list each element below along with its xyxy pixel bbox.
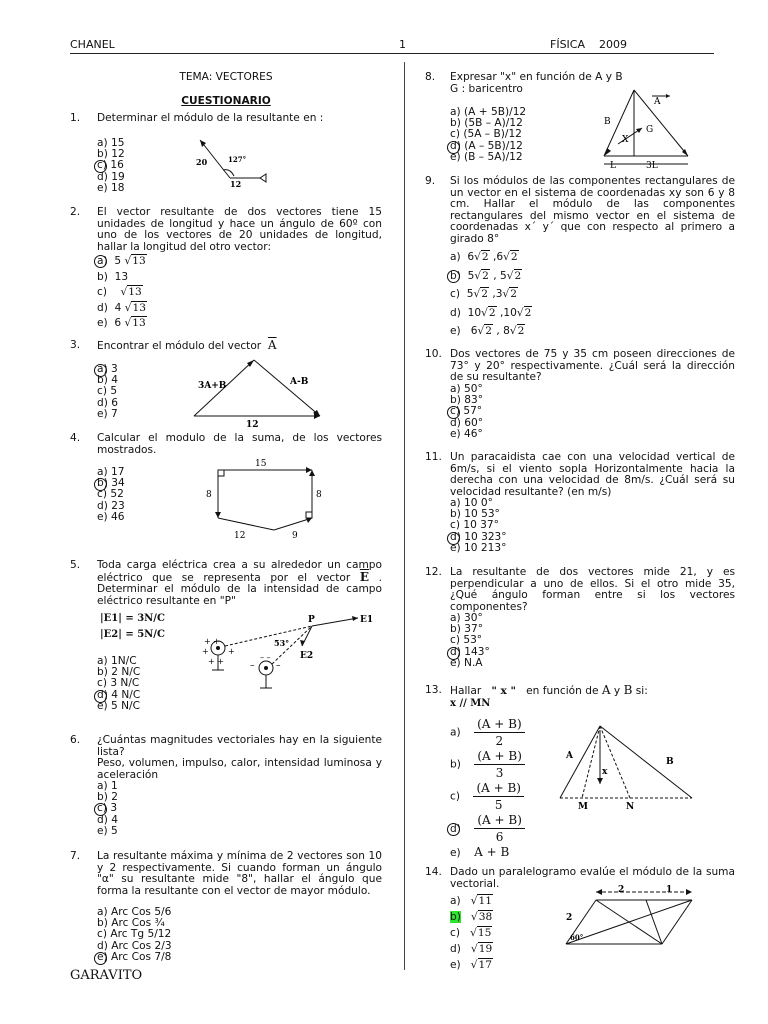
question-5-options — [97, 656, 140, 712]
header-left: CHANEL — [70, 38, 115, 51]
question-4-figure — [200, 456, 330, 546]
option[interactable]: d) 10√2 ,10√2 — [450, 306, 532, 319]
label-3a-plus-b: 3A+B — [198, 381, 227, 391]
option[interactable]: e) 46° — [450, 427, 483, 440]
label-a-minus-b: A-B — [290, 377, 309, 387]
question-4-text: Calcular el modulo de la suma, de los vectores mostrados. — [97, 432, 382, 456]
question-6-list: Peso, volumen, impulso, calor, intensidad luminosa y aceleración — [97, 757, 382, 781]
question-2-options — [97, 254, 147, 332]
option[interactable]: e) 5 N/C — [97, 699, 141, 712]
option[interactable]: b) 12 — [97, 148, 125, 161]
option[interactable]: c) $\frac{(A + B)}{5}$ — [450, 780, 525, 812]
option[interactable]: b) 2 N/C — [97, 666, 141, 679]
option[interactable]: e) 5 — [97, 824, 118, 837]
question-13-figure — [556, 720, 696, 814]
option[interactable]: a) 10 0° — [450, 497, 493, 509]
label-angle: 60° — [570, 933, 584, 942]
header-rule — [70, 53, 714, 54]
question-3-options — [97, 364, 118, 420]
svg-text:+: + — [228, 647, 235, 656]
question-4-options — [97, 467, 125, 523]
option[interactable]: b) 83° — [450, 394, 484, 407]
option-selected[interactable]: d) (A – 5B)/12 — [450, 141, 526, 152]
label-3l: 3L — [646, 161, 658, 170]
header-subject: FÍSICA — [550, 38, 586, 51]
option[interactable]: b) (5B – A)/12 — [450, 117, 523, 130]
label-12: 12 — [230, 179, 242, 189]
option-selected[interactable]: a) 5 √13 — [97, 255, 146, 267]
point-p: P — [308, 615, 315, 625]
label-angle: 127° — [228, 155, 247, 164]
question-8-note: G : baricentro — [450, 82, 523, 95]
option[interactable]: b) 13 — [97, 270, 129, 283]
question-1-text: Determinar el módulo de la resultante en : — [97, 112, 324, 124]
option[interactable]: e) 18 — [97, 181, 125, 194]
question-5-figure — [200, 608, 380, 698]
question-6-text: ¿Cuántas magnitudes vectoriales hay en la siguiente lista? — [97, 734, 382, 758]
label-g: G — [646, 125, 654, 135]
header-year: 2009 — [599, 38, 627, 51]
option[interactable]: d) 19 — [97, 170, 125, 183]
question-2-text: El vector resultante de dos vectores tiene 15 unidades de longitud y hace un ángulo de 60º con uno de los vectores de 20 unidades de longitud, hallar la longitud del otro vector: — [97, 206, 382, 253]
vector-e-symbol: $\overline{E}$ — [359, 569, 369, 584]
option[interactable]: c) 5√2 ,3√2 — [450, 288, 517, 300]
option-selected[interactable]: d) 10 323° — [450, 530, 507, 543]
question-8-figure — [598, 84, 696, 170]
svg-text:+ +: + + — [208, 657, 224, 666]
option[interactable]: e) 10 213° — [450, 541, 507, 554]
option[interactable]: c) 5 — [97, 385, 118, 398]
option[interactable]: d) Arc Cos 2/3 — [97, 939, 172, 952]
option[interactable]: b) 4 — [97, 374, 118, 387]
option[interactable]: e) A + B — [450, 845, 510, 859]
question-10-options — [450, 384, 483, 440]
option[interactable]: d) 60° — [450, 416, 484, 429]
topic-title: TEMA: VECTORES — [179, 71, 273, 83]
option-selected[interactable]: b) 5√2 , 5√2 — [450, 269, 522, 282]
footer-author: GARAVITO — [70, 968, 143, 983]
vector-a-symbol: $\overline{A}$ — [267, 338, 277, 352]
label-x: x — [602, 767, 608, 777]
option-selected[interactable]: c) 3 — [97, 802, 118, 815]
label-2-top: 2 — [618, 885, 625, 895]
question-13-condition: x // MN — [450, 698, 491, 709]
option[interactable]: c) 3 N/C — [97, 677, 140, 690]
question-8-options — [450, 107, 526, 163]
question-9-options — [450, 248, 532, 341]
option[interactable]: b) 10 53° — [450, 508, 500, 521]
label-b: B — [604, 117, 611, 127]
option[interactable]: a) 30° — [450, 612, 483, 624]
question-12-text: La resultante de dos vectores mide 21, y es perpendicular a uno de ellos. Si el otro mide 35, ¿Qué ángulo forman entre si los vectores componentes? — [450, 566, 735, 613]
option[interactable]: c) 10 37° — [450, 519, 499, 532]
question-12-options — [450, 613, 490, 669]
question-11-options — [450, 498, 507, 554]
question-14-options — [450, 893, 493, 973]
option[interactable]: a) 1 — [97, 780, 118, 792]
question-7-options — [97, 907, 172, 963]
label-8-right: 8 — [316, 490, 322, 500]
option[interactable]: d) 4 — [97, 813, 118, 826]
option[interactable]: c) √13 — [97, 286, 142, 298]
option[interactable]: b) 37° — [450, 623, 484, 636]
svg-text:+ +: + + — [204, 637, 220, 646]
option-selected[interactable]: c) 57° — [450, 405, 483, 418]
option[interactable]: e) N.A — [450, 656, 483, 669]
option[interactable]: c) √15 — [450, 927, 492, 939]
option[interactable]: a) (A + 5B)/12 — [450, 106, 527, 118]
question-1-options — [97, 138, 125, 194]
label-2-side: 2 — [566, 913, 573, 923]
option[interactable]: a) 17 — [97, 466, 125, 478]
question-3-figure — [190, 354, 330, 430]
option[interactable]: c) 52 — [97, 488, 124, 501]
option[interactable]: c) (5A – B)/12 — [450, 128, 522, 141]
label-12: 12 — [246, 420, 259, 430]
header-page-number: 1 — [399, 38, 406, 51]
question-8-text: Expresar "x" en función de A y B — [450, 71, 623, 83]
option[interactable]: d) 23 — [97, 499, 125, 512]
label-a: A — [566, 751, 573, 761]
label-15: 15 — [255, 459, 267, 469]
label-e2: E2 — [300, 651, 314, 661]
column-separator — [404, 62, 405, 970]
label-l: L — [610, 161, 616, 170]
label-20: 20 — [196, 157, 208, 167]
question-14-text: Dado un paralelogramo evalúe el módulo de la suma vectorial. — [450, 866, 735, 890]
option-selected[interactable]: b) √38 — [450, 911, 493, 923]
option[interactable]: d) 6 — [97, 396, 118, 409]
question-10-text: Dos vectores de 75 y 35 cm poseen direcciones de 73° y 20° respectivamente. ¿Cuál será la dirección de su resultante? — [450, 348, 735, 384]
question-3-text: Encontrar el módulo del vector — [97, 340, 262, 352]
option-selected[interactable]: a) 3 — [97, 363, 118, 375]
question-1-figure — [190, 132, 270, 190]
option[interactable]: a) 15 — [97, 137, 125, 149]
label-m: M — [578, 802, 588, 812]
question-5-given: |E1| = 3N/C |E2| = 5N/C — [100, 613, 165, 640]
question-6-options — [97, 781, 118, 837]
option[interactable]: b) Arc Cos ¾ — [97, 917, 165, 930]
question-13-options — [450, 716, 525, 864]
option-selected[interactable]: d) 143° — [450, 645, 490, 658]
svg-text:+: + — [202, 647, 209, 656]
option[interactable]: e) 6√2 , 8√2 — [450, 325, 525, 337]
option[interactable]: a) Arc Cos 5/6 — [97, 906, 172, 918]
option[interactable]: c) 53° — [450, 634, 483, 647]
label-angle: 53° — [274, 638, 290, 648]
label-b: B — [666, 757, 674, 767]
option[interactable]: e) 6 √13 — [97, 317, 146, 329]
label-x: X — [622, 135, 629, 145]
option[interactable]: c) Arc Tg 5/12 — [97, 928, 172, 941]
option[interactable]: e) (B – 5A)/12 — [450, 150, 523, 163]
question-14-figure — [556, 884, 704, 952]
label-e1: E1 — [360, 615, 374, 625]
option[interactable]: b) 2 — [97, 791, 118, 804]
svg-text:–: – — [250, 661, 255, 671]
question-5-text: Toda carga eléctrica crea a su alrededor un campo eléctrico que se representa por el vector — [97, 559, 382, 584]
label-9: 9 — [292, 531, 298, 541]
label-8-left: 8 — [206, 490, 212, 500]
option[interactable]: a) $\frac{(A + B)}{2}$ — [450, 716, 525, 748]
svg-text:–: – — [276, 661, 281, 671]
option-selected[interactable]: d) 4 N/C — [97, 688, 141, 701]
label-a: A — [654, 97, 661, 107]
question-9-text: Si los módulos de las componentes rectangulares de un vector en el sistema de coordenadas xy son 6 y 8 cm. Hallar el módulo de las componentes rectangulares del mismo vector en el sistema de coordenadas x´ y´ que con respecto al primero a girado 8° — [450, 175, 735, 245]
label-n: N — [626, 802, 635, 812]
option[interactable]: a) 1N/C — [97, 655, 137, 667]
option[interactable]: a) √11 — [450, 895, 492, 907]
option-selected[interactable]: e) Arc Cos 7/8 — [97, 950, 172, 963]
option-selected[interactable]: b) 34 — [97, 477, 125, 490]
question-7-text: La resultante máxima y mínima de 2 vectores son 10 y 2 respectivamente. Si cuando forman un ángulo "α" su resultante mide "8", hallar el ángulo que forma la resultante con el vector de mayor módulo. — [97, 850, 382, 897]
option[interactable]: e) 7 — [97, 407, 118, 420]
question-11-text: Un paracaidista cae con una velocidad vertical de 6m/s, si el viento sopla Horizontalmente hacia la derecha con una velocidad de 8m/s. ¿Cuál será su velocidad resultante? (en m/s) — [450, 451, 735, 498]
option-selected[interactable]: d) $\frac{(A + B)}{6}$ — [450, 812, 525, 844]
option[interactable]: e) 46 — [97, 510, 125, 523]
label-1-top: 1 — [666, 885, 673, 895]
option[interactable]: a) 6√2 ,6√2 — [450, 251, 518, 263]
option[interactable]: b) $\frac{(A + B)}{3}$ — [450, 748, 525, 780]
questionnaire-title: CUESTIONARIO — [181, 95, 271, 107]
option-selected[interactable]: c) 16 — [97, 159, 124, 172]
svg-text:– –: – – — [260, 653, 271, 662]
option[interactable]: a) 50° — [450, 383, 483, 395]
option[interactable]: d) 4 √13 — [97, 301, 146, 314]
label-12: 12 — [234, 531, 246, 541]
option[interactable]: e) √17 — [450, 959, 492, 971]
option[interactable]: d) √19 — [450, 943, 493, 955]
